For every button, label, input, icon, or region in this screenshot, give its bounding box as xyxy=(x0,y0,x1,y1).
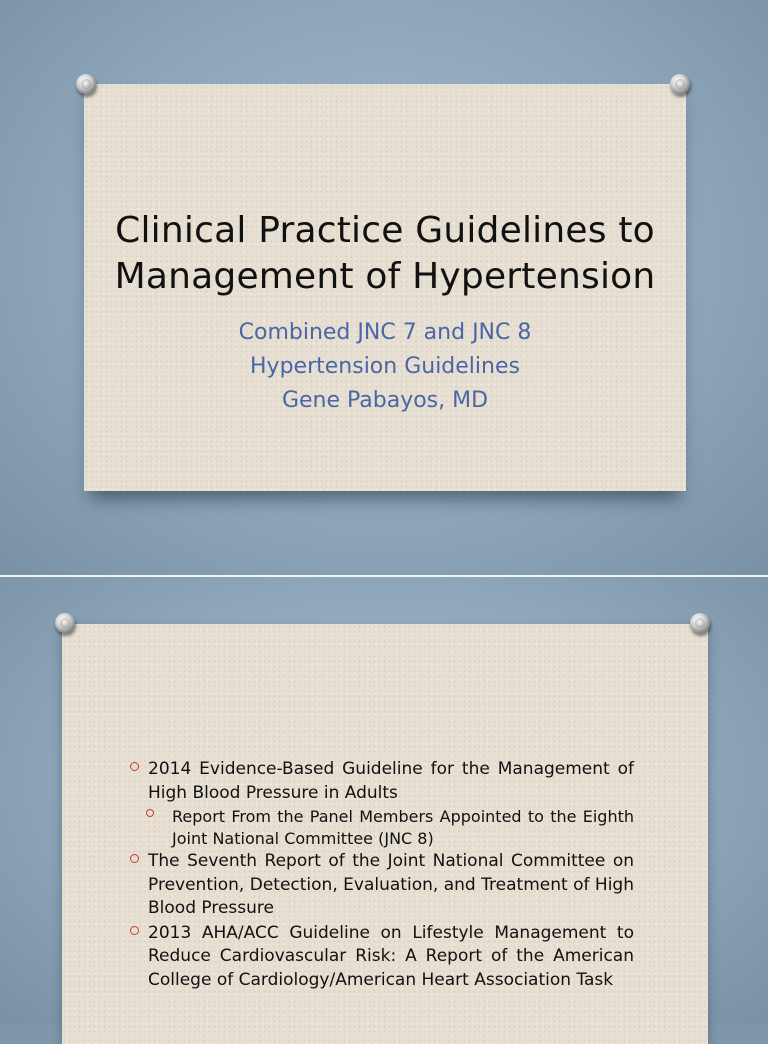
slide-1-subtitle xyxy=(84,316,686,418)
subtitle-line-1: Combined JNC 7 and JNC 8 xyxy=(238,320,532,345)
sub-list-item xyxy=(130,806,634,849)
slide-1-title xyxy=(84,208,686,300)
list-item xyxy=(130,922,634,993)
title-line-2: Management of Hypertension xyxy=(114,256,656,297)
bullet-circle-icon xyxy=(130,762,139,771)
author-name: Gene Pabayos, MD xyxy=(281,388,489,413)
bullet-circle-icon xyxy=(146,809,154,817)
title-line-1: Clinical Practice Guidelines to xyxy=(115,210,655,251)
list-item-text: 2013 AHA/ACC Guideline on Lifestyle Management to Reduce Cardiovascular Risk: A Report of the American College of Cardiology/American Heart Association Task xyxy=(148,922,634,990)
list-item-text: The Seventh Report of the Joint National Committee on Prevention, Detection, Evaluation, and Treatment of High Blood Pressure xyxy=(148,851,634,918)
list-item xyxy=(130,758,634,805)
slide-2-bullet-list xyxy=(130,758,634,992)
pushpin-icon xyxy=(76,74,96,94)
bullet-circle-icon xyxy=(130,854,139,863)
pushpin-icon xyxy=(670,74,690,94)
pushpin-icon xyxy=(55,613,75,633)
subtitle-line-2: Hypertension Guidelines xyxy=(250,354,520,379)
list-item xyxy=(130,850,634,921)
pushpin-icon xyxy=(690,613,710,633)
list-item-text: 2014 Evidence-Based Guideline for the Management of High Blood Pressure in Adults xyxy=(148,759,634,803)
sub-list-item-text: Report From the Panel Members Appointed to the Eighth Joint National Committee (JNC 8) xyxy=(172,807,634,848)
bullet-circle-icon xyxy=(130,926,139,935)
